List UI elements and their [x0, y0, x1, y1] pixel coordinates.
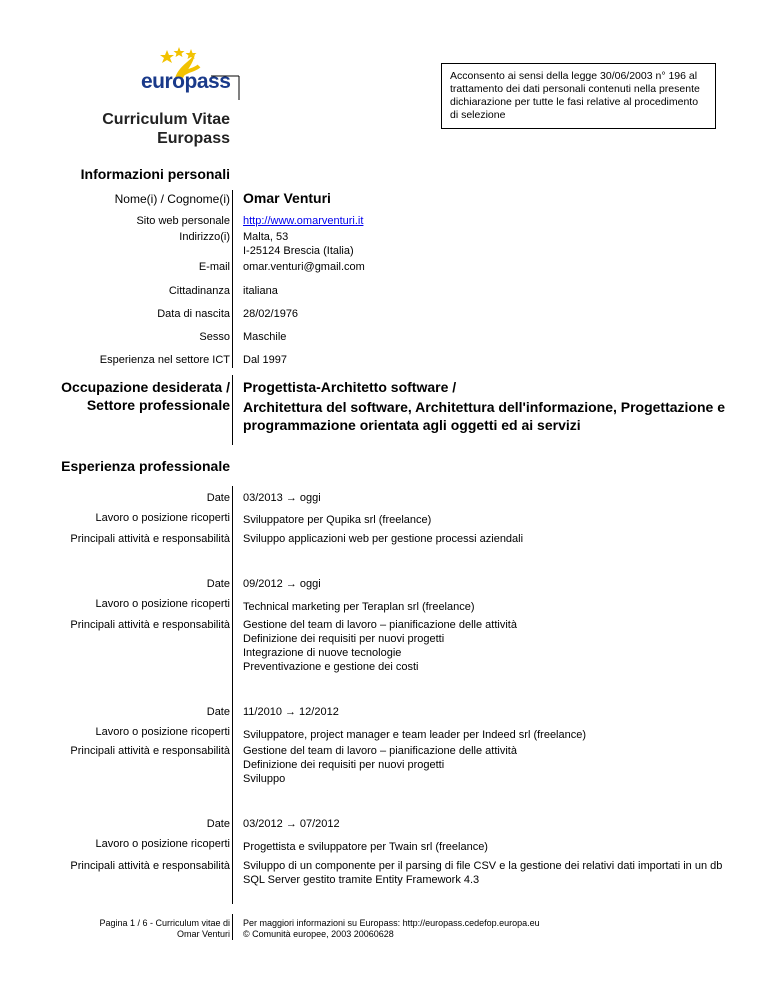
address-value [243, 230, 354, 258]
entry-date: 03/2012 → 07/2012 [243, 818, 340, 830]
entry-position: Sviluppatore, project manager e team leader per Indeed srl (freelance) [243, 729, 587, 741]
name-label: Nome(i) / Cognome(i) [114, 192, 230, 206]
activities-label: Principali attività e responsabilità [70, 745, 230, 757]
divider-footer [232, 914, 233, 940]
entry-position: Technical marketing per Teraplan srl (freelance) [243, 601, 475, 613]
divider-experience [232, 486, 233, 904]
name-value: Omar Venturi [243, 190, 331, 206]
footer-info-line2: © Comunità europee, 2003 20060628 [243, 929, 394, 939]
activity-line: Preventivazione e gestione dei costi [243, 661, 419, 673]
entry-date: 11/2010 → 12/2012 [243, 706, 339, 718]
footer-page-line1: Pagina 1 / 6 - Curriculum vitae di [99, 918, 230, 928]
europass-logo [133, 44, 243, 100]
occupation-line2: Architettura del software, Architettura dell'informazione, Progettazione e [243, 399, 726, 415]
occupation-value [243, 378, 725, 434]
entry-position: Progettista e sviluppatore per Twain srl (freelance) [243, 841, 488, 853]
activities-label: Principali attività e responsabilità [70, 533, 230, 545]
footer-page-info [99, 918, 230, 940]
birth-label: Data di nascita [157, 308, 230, 320]
activity-line: Sviluppo di un componente per il parsing di file CSV e la gestione dei relativi dati importati in un db [243, 860, 723, 872]
footer-page-line2: Omar Venturi [176, 929, 230, 939]
footer-europass-info [243, 918, 540, 940]
entry-date: 03/2013 → oggi [243, 492, 321, 504]
cv-title-line2: Europass [157, 130, 230, 147]
address-label: Indirizzo(i) [179, 231, 230, 243]
address-line1: Malta, 53 [243, 231, 289, 243]
personal-heading: Informazioni personali [80, 166, 230, 182]
cv-title-line1: Curriculum Vitae [102, 111, 230, 128]
activities-label: Principali attività e responsabilità [70, 860, 230, 872]
activity-line: Gestione del team di lavoro – pianificazione delle attività [243, 745, 517, 757]
entry-date: 09/2012 → oggi [243, 578, 321, 590]
divider-personal [232, 190, 233, 368]
entry-activities [243, 532, 523, 546]
activity-line: Integrazione di nuove tecnologie [243, 647, 402, 659]
position-label: Lavoro o posizione ricoperti [95, 838, 230, 850]
sex-label: Sesso [199, 331, 230, 343]
date-label: Date [206, 492, 230, 504]
ict-label: Esperienza nel settore ICT [99, 354, 230, 366]
birth-value: 28/02/1976 [243, 308, 299, 320]
experience-heading: Esperienza professionale [61, 458, 230, 474]
date-label: Date [206, 818, 230, 830]
occupation-label-line1: Occupazione desiderata / [61, 379, 230, 395]
activity-line: Gestione del team di lavoro – pianificazione delle attività [243, 619, 517, 631]
activity-line: Definizione dei requisiti per nuovi progetti [243, 633, 445, 645]
entry-activities [243, 618, 517, 674]
address-line2: I-25124 Brescia (Italia) [243, 245, 354, 257]
europass-wordmark: europass [141, 70, 231, 93]
footer-info-line1: Per maggiori informazioni su Europass: http://europass.cedefop.europa.eu [243, 918, 540, 928]
website-label: Sito web personale [136, 215, 230, 227]
entry-activities [243, 744, 517, 786]
activity-line: Definizione dei requisiti per nuovi progetti [243, 759, 445, 771]
activity-line: SQL Server gestito tramite Entity Framework 4.3 [243, 874, 480, 886]
activities-label: Principali attività e responsabilità [70, 619, 230, 631]
occupation-label [61, 378, 230, 414]
email-value: omar.venturi@gmail.com [243, 261, 365, 273]
date-label: Date [206, 706, 230, 718]
position-label: Lavoro o posizione ricoperti [95, 598, 230, 610]
activity-line: Sviluppo [243, 773, 286, 785]
position-label: Lavoro o posizione ricoperti [95, 512, 230, 524]
activity-line: Sviluppo applicazioni web per gestione processi aziendali [243, 533, 524, 545]
sex-value: Maschile [243, 331, 287, 343]
citizenship-label: Cittadinanza [168, 285, 230, 297]
consent-box: Acconsento ai sensi della legge 30/06/2003 n° 196 al trattamento dei dati personali contenuti nella presente dichiarazione per tutte le fasi relative al procedimento di selezione [441, 63, 716, 129]
position-label: Lavoro o posizione ricoperti [95, 726, 230, 738]
divider-occupation [232, 375, 233, 445]
cv-title [102, 110, 230, 148]
date-label: Date [206, 578, 230, 590]
occupation-line3: programmazione orientata agli oggetti ed ai servizi [243, 417, 581, 433]
entry-position: Sviluppatore per Qupika srl (freelance) [243, 514, 432, 526]
occupation-label-line2: Settore professionale [86, 397, 230, 413]
entry-activities [243, 859, 722, 887]
ict-value: Dal 1997 [243, 354, 288, 366]
email-label: E-mail [198, 261, 230, 273]
website-link[interactable]: http://www.omarventuri.it [243, 215, 364, 227]
citizenship-value: italiana [243, 285, 278, 297]
occupation-line1: Progettista-Architetto software / [243, 379, 457, 395]
